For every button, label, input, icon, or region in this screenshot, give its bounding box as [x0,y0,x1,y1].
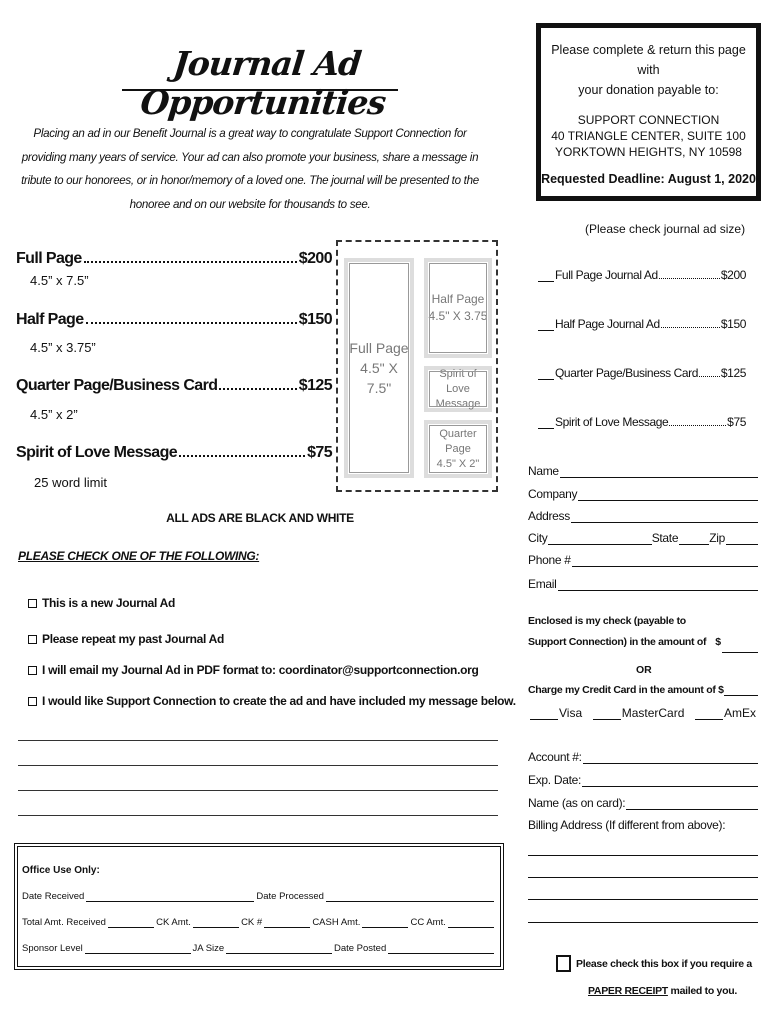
diagram-label: Spirit of Love [439,367,477,395]
receipt-text-1: Please check this box if you require a [576,958,752,970]
diagram-label: Full Page [349,340,409,356]
paper-receipt-label: PAPER RECEIPT [588,985,668,997]
message-line[interactable] [18,740,498,741]
diagram-dims: 4.5" X 3.75 [428,309,488,323]
option-label: I would like Support Connection to create the ad and have included my message below. [42,694,516,708]
charge-card-row [528,684,758,696]
name-on-card-field[interactable] [626,798,758,810]
company-field[interactable] [578,489,758,501]
diagram-dims: 4.5" X 7.5" [360,360,398,396]
message-line[interactable] [18,790,498,791]
size-blank[interactable] [538,319,554,331]
ck-amt-field[interactable] [193,918,239,928]
company-label: Company [528,487,578,501]
price-name: Spirit of Love Message [16,444,178,461]
dollar-sign: $ [715,636,721,648]
billing-line[interactable] [528,855,758,856]
state-label: State [651,531,679,545]
size-price: $150 [720,317,746,331]
date-received-field[interactable] [86,892,254,902]
or-divider: OR [636,664,652,676]
org-name: SUPPORT CONNECTION [577,113,720,127]
card-types [530,706,756,720]
price-name: Half Page [16,311,84,328]
sponsor-level-field[interactable] [85,944,191,954]
office-use-box [14,843,504,970]
zip-field[interactable] [726,533,758,545]
address-label: Address [528,509,570,523]
date-processed-label: Date Processed [256,891,324,902]
diagram-half-page [424,258,492,358]
price-full-page [16,242,332,268]
account-row [528,750,758,764]
price-dims: 4.5” x 3.75” [30,340,96,355]
check-size-note: (Please check journal ad size) [585,222,746,236]
charge-label: Charge my Credit Card in the amount of $ [528,684,724,696]
price-spirit-message [16,436,332,462]
diagram-full-page [344,258,414,478]
diagram-label: Half Page [431,292,485,306]
check-amount-field[interactable] [722,641,758,653]
date-processed-field[interactable] [326,892,494,902]
billing-label: Billing Address (If different from above): [528,818,726,832]
page-title: Journal Ad Opportunities [138,44,388,122]
enclosed-check [528,611,758,653]
account-label: Account #: [528,750,582,764]
size-label: Quarter Page/Business Card [555,366,699,380]
visa-label: Visa [559,706,583,720]
state-field[interactable] [679,533,709,545]
price-value: $125 [298,377,332,394]
size-price: $75 [727,415,746,429]
total-amt-label: Total Amt. Received [22,917,106,928]
message-line[interactable] [18,765,498,766]
address-row [528,509,758,523]
size-blank[interactable] [538,270,554,282]
receipt-text-2 [588,985,737,997]
billing-line[interactable] [528,922,758,923]
size-label: Spirit of Love Message [555,415,669,429]
size-option-half[interactable] [538,317,746,331]
email-label: Email [528,577,557,591]
address-field[interactable] [571,511,758,523]
checkbox[interactable] [28,697,37,706]
mastercard-blank[interactable] [593,708,621,720]
name-row [528,464,758,478]
ck-amt-label: CK Amt. [156,917,191,928]
date-posted-label: Date Posted [333,943,387,954]
billing-line[interactable] [528,877,758,878]
ck-num-field[interactable] [264,918,310,928]
checkbox[interactable] [28,666,37,675]
enclosed-line-2: Support Connection) in the amount of [528,636,707,648]
size-option-quarter[interactable] [538,366,746,380]
diagram-quarter-page [424,420,492,478]
exp-row [528,773,758,787]
word-limit: 25 word limit [34,475,107,490]
checkbox[interactable] [28,635,37,644]
billing-row [528,818,758,832]
diagram-label: Message [435,397,481,410]
checkbox[interactable] [28,599,37,608]
address-instruction-1: Please complete & return this page with [551,43,746,77]
ja-size-field[interactable] [226,944,332,954]
receipt-rest: mailed to you. [667,985,737,997]
office-title: Office Use Only: [22,865,100,876]
account-field[interactable] [583,752,758,764]
size-label: Full Page Journal Ad [555,268,658,282]
city-label: City [528,531,548,545]
option-label: I will email my Journal Ad in PDF format to: coordinator@supportconnection.org [42,663,479,677]
amex-blank[interactable] [695,708,723,720]
diagram-spirit [424,366,492,412]
org-city: YORKTOWN HEIGHTS, NY 10598 [555,145,742,159]
mastercard-label: MasterCard [621,706,685,720]
charge-amount-field[interactable] [724,684,758,696]
price-value: $200 [298,250,332,267]
option-label: Please repeat my past Journal Ad [42,632,225,646]
price-dims: 4.5” x 7.5” [30,273,89,288]
name-on-card-row [528,796,758,810]
name-label: Name [528,464,559,478]
exp-label: Exp. Date: [528,773,582,787]
phone-label: Phone # [528,553,571,567]
price-value: $75 [307,444,332,461]
exp-field[interactable] [582,775,758,787]
price-dims: 4.5” x 2” [30,407,78,422]
date-received-label: Date Received [22,891,85,902]
org-street: 40 TRIANGLE CENTER, SUITE 100 [551,129,746,143]
billing-line[interactable] [528,899,758,900]
size-blank[interactable] [538,417,554,429]
diagram-label: Quarter Page [439,427,477,455]
email-field[interactable] [558,579,758,591]
cash-amt-label: CASH Amt. [312,917,361,928]
ja-size-label: JA Size [192,943,225,954]
date-posted-field[interactable] [388,944,494,954]
option-email-pdf[interactable] [28,663,479,677]
price-value: $150 [298,311,332,328]
company-row [528,487,758,501]
size-price: $125 [720,366,746,380]
enclosed-line-1: Enclosed is my check (payable to [528,615,686,627]
option-repeat-ad[interactable] [28,632,224,646]
price-name: Full Page [16,250,82,267]
all-ads-note: ALL ADS ARE BLACK AND WHITE [166,511,354,525]
total-amt-field[interactable] [108,918,154,928]
ad-size-diagram [336,240,498,492]
cc-amt-field[interactable] [448,918,494,928]
address-box [536,23,761,201]
amex-label: AmEx [723,706,756,720]
size-option-full[interactable] [538,268,746,282]
sponsor-level-label: Sponsor Level [22,943,83,954]
cc-amt-label: CC Amt. [410,917,446,928]
diagram-dims: 4.5" X 2" [436,457,480,470]
message-line[interactable] [18,815,498,816]
name-field[interactable] [560,466,758,478]
title-underline [122,89,398,91]
ck-num-label: CK # [241,917,263,928]
cash-amt-field[interactable] [362,918,408,928]
address-instruction-2: your donation payable to: [578,83,719,97]
option-create-ad[interactable] [28,694,516,708]
size-blank[interactable] [538,368,554,380]
deadline: Requested Deadline: August 1, 2020 [541,172,756,186]
price-half-page [16,303,332,329]
size-price: $200 [720,268,746,282]
email-row [528,577,758,591]
visa-blank[interactable] [530,708,558,720]
phone-field[interactable] [572,555,758,567]
city-row [528,531,758,545]
city-field[interactable] [548,533,651,545]
phone-row [528,553,758,567]
size-label: Half Page Journal Ad [555,317,660,331]
intro-text: Placing an ad in our Benefit Journal is a great way to congratulate Support Connection for providing many years of service. Your ad can also promote your business, share a message in tribute to our honorees, or in honor/memory of a loved one. The journal will be presented to the honoree and on our website for thousands to see. [21,127,479,211]
size-option-spirit[interactable] [538,415,746,429]
option-new-ad[interactable] [28,596,175,610]
name-on-card-label: Name (as on card): [528,796,626,810]
options-heading: PLEASE CHECK ONE OF THE FOLLOWING: [18,549,260,563]
price-name: Quarter Page/Business Card [16,377,218,394]
option-label: This is a new Journal Ad [42,596,176,610]
zip-label: Zip [709,531,725,545]
price-quarter-page [16,369,332,395]
paper-receipt-checkbox[interactable] [556,955,571,972]
